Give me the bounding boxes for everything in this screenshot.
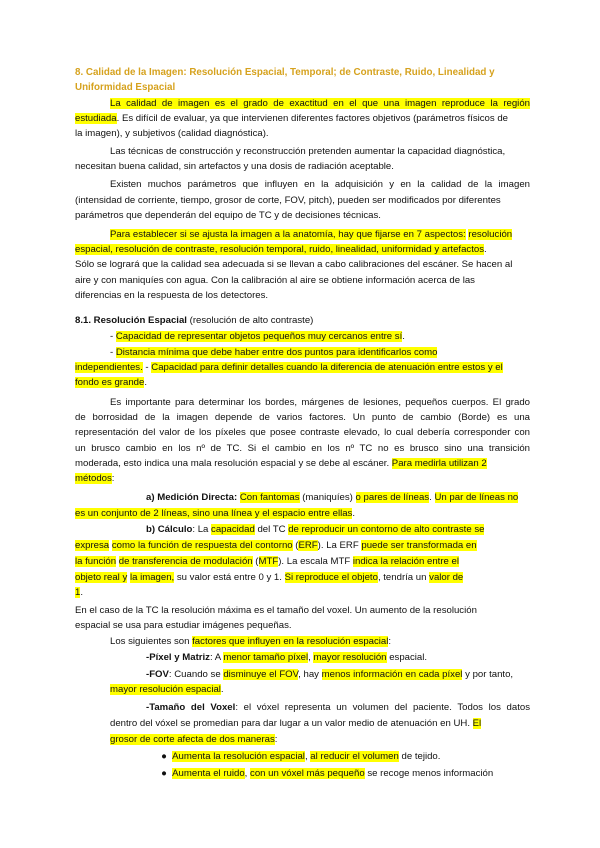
- section-title-line-1: 8. Calidad de la Imagen: Resolución Espacial, Temporal; de Contraste, Ruido, Linealidad y: [75, 67, 495, 78]
- text: : Cuando se: [168, 669, 224, 680]
- highlight: Para medirla utilizan 2: [391, 458, 487, 469]
- method-b-line-5: [75, 586, 530, 600]
- paragraph-1-line-3: la imagen), y subjetivos (calidad diagnóstica).: [75, 128, 269, 139]
- text: se recoge menos información: [364, 768, 494, 779]
- text: ). La ERF: [317, 540, 362, 551]
- highlight: mayor resolución espacial: [110, 684, 221, 695]
- text: Los siguientes son: [110, 636, 193, 647]
- highlight: expresa: [75, 540, 110, 551]
- highlight: independientes.: [75, 362, 143, 373]
- text: .: [80, 587, 84, 598]
- method-b-line-3: [75, 555, 530, 569]
- highlight: Si reproduce el objeto: [284, 572, 378, 583]
- method-a-label: a) Medición Directa:: [146, 492, 240, 503]
- highlight: estudiada: [75, 113, 117, 124]
- highlight: mayor resolución: [313, 652, 387, 663]
- highlight: fondo es grande: [75, 377, 145, 388]
- paragraph-1-line-2: [75, 112, 530, 126]
- text: : La: [192, 524, 212, 535]
- factor-label: -FOV: [146, 669, 169, 680]
- text: (maniquíes): [299, 492, 356, 503]
- factor-pixel-matrix: [146, 651, 600, 665]
- highlight: ERF: [298, 540, 318, 551]
- text: -: [142, 362, 152, 373]
- highlight: La calidad de imagen es el grado de exactitud en el que una imagen reproduce la región: [110, 98, 530, 109]
- highlight: objeto real y: [75, 572, 128, 583]
- paragraph-5-line-5: [75, 457, 530, 471]
- highlight: Para establecer si se ajusta la imagen a la anatomía, hay que fijarse en 7 aspectos:: [110, 229, 466, 240]
- text: ,: [304, 751, 311, 762]
- highlight: Capacidad para definir detalles cuando la diferencia de atenuación entre estos y el: [151, 362, 503, 373]
- highlight: puede ser transformada en: [361, 540, 477, 551]
- text: .: [220, 684, 224, 695]
- text: (: [252, 556, 259, 567]
- subsection-heading: [75, 314, 530, 328]
- highlight: grosor de corte afecta de dos maneras: [110, 734, 275, 745]
- highlight: métodos: [75, 473, 112, 484]
- method-b-line-1: [146, 523, 530, 537]
- text: , tendría un: [377, 572, 430, 583]
- factor-fov-line-2: [110, 683, 565, 697]
- dash: -: [110, 347, 116, 358]
- highlight: valor de: [429, 572, 464, 583]
- highlight: Aumenta la resolución espacial: [172, 751, 305, 762]
- highlight: resolución: [468, 229, 513, 240]
- text: su valor está entre 0 y 1.: [174, 572, 285, 583]
- paragraph-4-line-5: diferencias en la respuesta de los detectores.: [75, 290, 269, 301]
- text: .: [429, 492, 435, 503]
- text: :: [111, 473, 115, 484]
- definition-2-line-2: [75, 361, 530, 375]
- text: . Es difícil de evaluar, ya que intervienen diferentes factores objetivos (parámetros físicos de: [116, 113, 509, 124]
- text: :: [388, 636, 392, 647]
- highlight: como la función de respuesta del contorno: [111, 540, 293, 551]
- bullet-item-2: [158, 767, 600, 781]
- highlight: Con fantomas: [239, 492, 300, 503]
- section-title-line-2: Uniformidad Espacial: [75, 82, 176, 93]
- method-b-line-2: [75, 539, 530, 553]
- highlight: El: [472, 718, 482, 729]
- highlight: al reducir el volumen: [310, 751, 399, 762]
- method-a-line-2: [75, 507, 530, 521]
- paragraph-5-line-2: de borrosidad de la imagen depende de varios factores. Un punto de cambio (Borde) es una: [75, 412, 530, 423]
- definition-2-line-3: [75, 376, 530, 390]
- method-b-label: b) Cálculo: [146, 524, 193, 535]
- highlight: de reproducir un contorno de alto contraste se: [288, 524, 485, 535]
- highlight: disminuye el FOV: [223, 669, 299, 680]
- text: ). La escala MTF: [278, 556, 353, 567]
- highlight: de transferencia de modulación: [118, 556, 253, 567]
- paragraph-4-line-1: [110, 228, 565, 242]
- text: (: [292, 540, 299, 551]
- definition-1: [110, 330, 565, 344]
- paragraph-1-line-1: [110, 97, 530, 111]
- heading-bold: 8.1. Resolución Espacial: [75, 315, 187, 326]
- highlight: factores que influyen en la resolución espacial: [192, 636, 389, 647]
- paragraph-3-line-3: parámetros que dependerán del equipo de TC y de decisiones técnicas.: [75, 210, 381, 221]
- highlight: con un vóxel más pequeño: [250, 768, 365, 779]
- text: ,: [244, 768, 251, 779]
- text: : el vóxel representa un volumen del paciente. Todos los datos: [235, 702, 530, 713]
- factor-label: -Tamaño del Voxel: [146, 702, 236, 713]
- highlight: la imagen,: [129, 572, 175, 583]
- definition-2-line-1: [110, 346, 565, 360]
- method-a-line-1: [146, 491, 530, 505]
- text: del TC: [254, 524, 289, 535]
- highlight: Capacidad de representar objetos pequeños muy cercanos entre sí: [115, 331, 403, 342]
- bullet-icon: ●: [161, 768, 167, 779]
- text: de tejido.: [398, 751, 441, 762]
- text: :: [274, 734, 278, 745]
- bullet-item-1: [158, 750, 600, 764]
- bullet-icon: ●: [161, 751, 167, 762]
- paragraph-5-line-3: representación del valor de los píxeles que posee contraste elevado, lo cual debería corresponder con: [75, 427, 530, 438]
- text: ,: [308, 652, 314, 663]
- paragraph-5-line-1: Es importante para determinar los bordes, márgenes de lesiones, pequeños cuerpos. El grado: [110, 397, 530, 408]
- text: y por tanto,: [462, 669, 514, 680]
- dash: -: [110, 331, 116, 342]
- text: dentro del vóxel se promedian para dar lugar a un valor medio de atenuación en UH.: [110, 718, 473, 729]
- paragraph-4-line-4: aire y con maniquíes con agua. Con la calibración al aire se obtiene información acerca de las: [75, 275, 475, 286]
- paragraph-5-line-6: [75, 472, 530, 486]
- paragraph-6-line-1: En el caso de la TC la resolución máxima es el tamaño del voxel. Un aumento de la resolución: [75, 605, 477, 616]
- highlight: indica la relación entre el: [352, 556, 459, 567]
- factor-voxel-line-3: [110, 733, 565, 747]
- factor-label: -Píxel y Matriz: [146, 652, 210, 663]
- highlight: espacial, resolución de contraste, resolución temporal, ruido, linealidad, uniformidad y artefactos: [75, 244, 485, 255]
- highlight: Distancia mínima que debe haber entre dos puntos para identificarlos como: [115, 347, 438, 358]
- factor-voxel-line-2: [110, 717, 530, 731]
- highlight: la función: [75, 556, 117, 567]
- highlight: 1: [75, 587, 81, 598]
- highlight: Un par de líneas no: [434, 492, 519, 503]
- factors-intro: [110, 635, 565, 649]
- paragraph-2-line-1: Las técnicas de construcción y reconstrucción pretenden aumentar la capacidad diagnóstica,: [110, 146, 506, 157]
- highlight: menor tamaño píxel: [223, 652, 309, 663]
- method-b-line-4: [75, 571, 530, 585]
- paragraph-3-line-2: (intensidad de corriente, tiempo, grosor de corte, FOV, pitch), pueden ser modificados por diferentes: [75, 195, 501, 206]
- highlight: o pares de líneas: [355, 492, 430, 503]
- text: .: [402, 331, 405, 342]
- text: .: [144, 377, 148, 388]
- text: espacial.: [386, 652, 428, 663]
- paragraph-4-line-3: Sólo se logrará que la calidad sea adecuada si se llevan a cabo calibraciones del escáner. Se hacen al: [75, 259, 513, 270]
- text: , hay: [298, 669, 322, 680]
- paragraph-6-line-2: espacial se usa para estudiar imágenes pequeñas.: [75, 620, 292, 631]
- highlight: menos información en cada píxel: [321, 669, 463, 680]
- factor-fov-line-1: [146, 668, 600, 682]
- text: : A: [209, 652, 224, 663]
- highlight: capacidad: [211, 524, 255, 535]
- text: .: [484, 244, 487, 255]
- highlight: MTF: [258, 556, 279, 567]
- paragraph-3-line-1: Existen muchos parámetros que influyen en la adquisición y en la calidad de la imagen: [110, 179, 530, 190]
- text: moderada, esto indica una mala resolución espacial y se debe al escáner.: [75, 458, 392, 469]
- paragraph-2-line-2: necesitan buena calidad, sin artefactos y una dosis de radiación aceptable.: [75, 161, 394, 172]
- highlight: Aumenta el ruido: [172, 768, 245, 779]
- highlight: es un conjunto de 2 líneas, sino una línea y el espacio entre ellas: [75, 508, 353, 519]
- paragraph-5-line-4: un brusco cambio en los nº de TC. Si el cambio en los nº TC no es brusco sino una transición: [75, 443, 530, 454]
- paragraph-4-line-2: [75, 243, 530, 257]
- heading-rest: (resolución de alto contraste): [186, 315, 314, 326]
- factor-voxel-line-1: [146, 701, 530, 715]
- text: .: [352, 508, 356, 519]
